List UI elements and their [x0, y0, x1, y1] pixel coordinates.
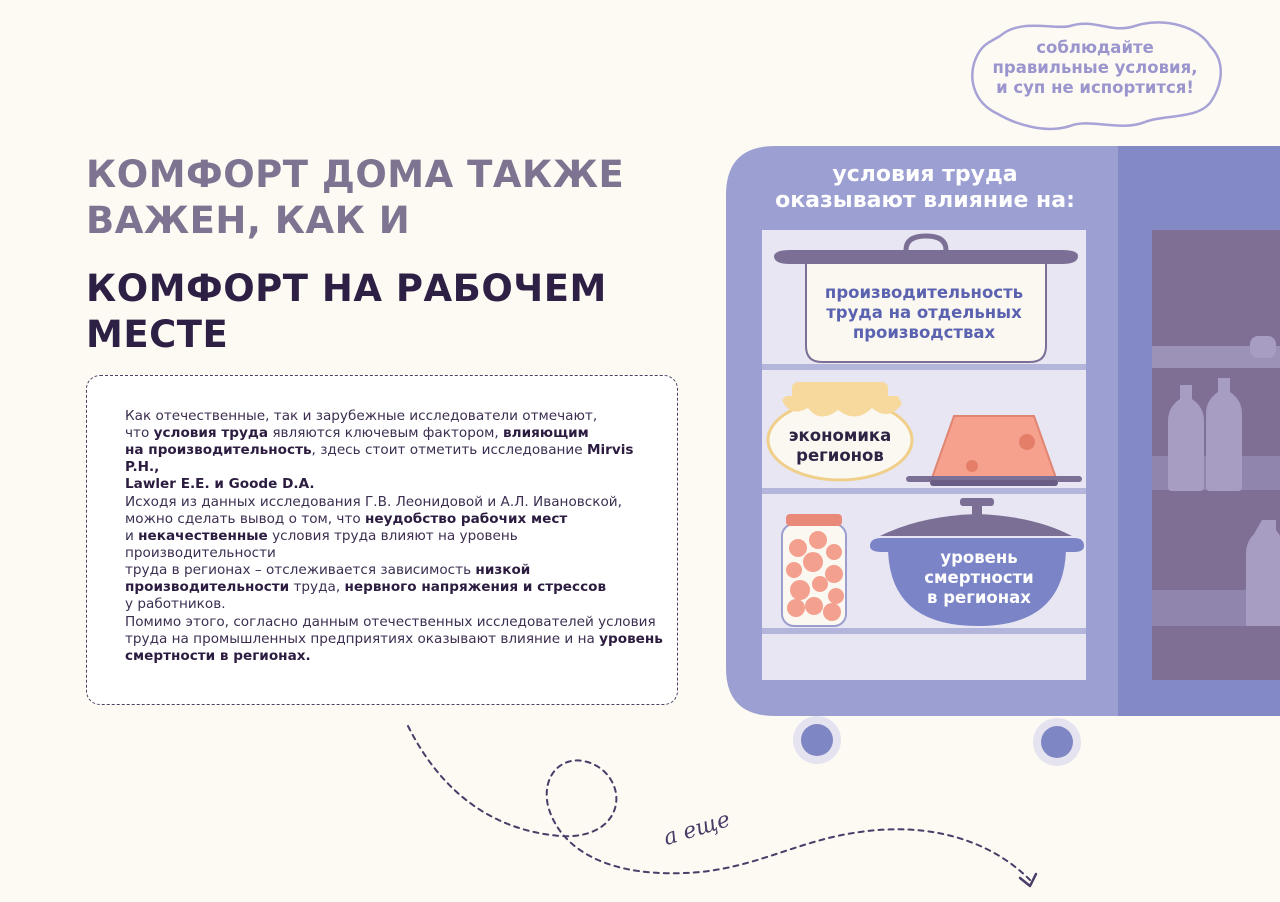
p1-text-3: являются ключевым фактором,: [268, 425, 504, 441]
heading-dark: КОМФОРТ НА РАБОЧЕМ МЕСТЕ: [86, 267, 607, 356]
p1-text-1: Как отечественные, так и зарубежные исследователи отмечают,: [125, 408, 598, 424]
p2-text-1: Исходя из данных исследования Г.В. Леонидовой и А.Л. Ивановской,: [125, 494, 622, 510]
jar-label-line-2: регионов: [796, 446, 884, 465]
saucepan-label-line-3: в регионах: [927, 588, 1031, 607]
p1-bold-3: на производительность: [125, 442, 312, 458]
p2-bold-5: нервного напряжения и стрессов: [344, 579, 607, 595]
p2-text-3: и: [125, 528, 139, 544]
p1-text-2: что: [125, 425, 154, 441]
p1-bold-4: Mirvis P.H.,: [125, 442, 634, 475]
pot-label-line-1: производительность: [824, 283, 1024, 302]
cloud-line-1: соблюдайте: [1036, 38, 1154, 57]
p2-text-5: труда в регионах – отслеживается зависимость: [125, 562, 476, 578]
p2-text-4: условия труда влияют на уровень производительности: [125, 528, 518, 561]
p3-text-1: Помимо этого, согласно данным отечественных исследователей условия: [125, 614, 656, 630]
p1-bold-1: условия труда: [153, 425, 269, 441]
p2-bold-3: низкой: [475, 562, 531, 578]
p3-text-2: труда на промышленных предприятиях оказывают влияние и на: [125, 631, 600, 647]
saucepan-label-line-1: уровень: [940, 548, 1018, 567]
jar-label-line-1: экономика: [788, 426, 892, 445]
p2-bold-4: производительности: [125, 579, 290, 595]
p1-bold-5: Lawler E.E. и Goode D.A.: [125, 476, 315, 492]
fridge-title-line-2: оказывают влияние на:: [775, 188, 1075, 213]
a-eshe-label: а еще: [660, 807, 734, 851]
p2-bold-1: неудобство рабочих мест: [365, 511, 568, 527]
saucepan-label-line-2: смертности: [924, 568, 1034, 587]
heading-line-2: ВАЖЕН, КАК И: [86, 199, 411, 242]
p1-text-4: , здесь стоит отметить исследование: [311, 442, 587, 458]
pot-label-line-2: труда на отдельных: [826, 303, 1022, 322]
fridge-title-line-1: условия труда: [832, 162, 1018, 187]
p2-text-7: у работников.: [125, 596, 226, 612]
p2-bold-2: некачественные: [138, 528, 268, 544]
p2-text-6: труда,: [289, 579, 345, 595]
heading-line-1: КОМФОРТ ДОМА ТАКЖЕ: [86, 153, 625, 196]
cloud-line-2: правильные условия,: [992, 58, 1198, 77]
p2-text-2: можно сделать вывод о том, что: [125, 511, 366, 527]
p3-bold-1: уровень: [599, 631, 663, 647]
cloud-line-3: и суп не испортится!: [996, 78, 1194, 97]
p3-bold-2: смертности в регионах.: [125, 648, 311, 664]
p1-bold-2: влияющим: [503, 425, 589, 441]
pot-label-line-3: производствах: [852, 323, 996, 342]
